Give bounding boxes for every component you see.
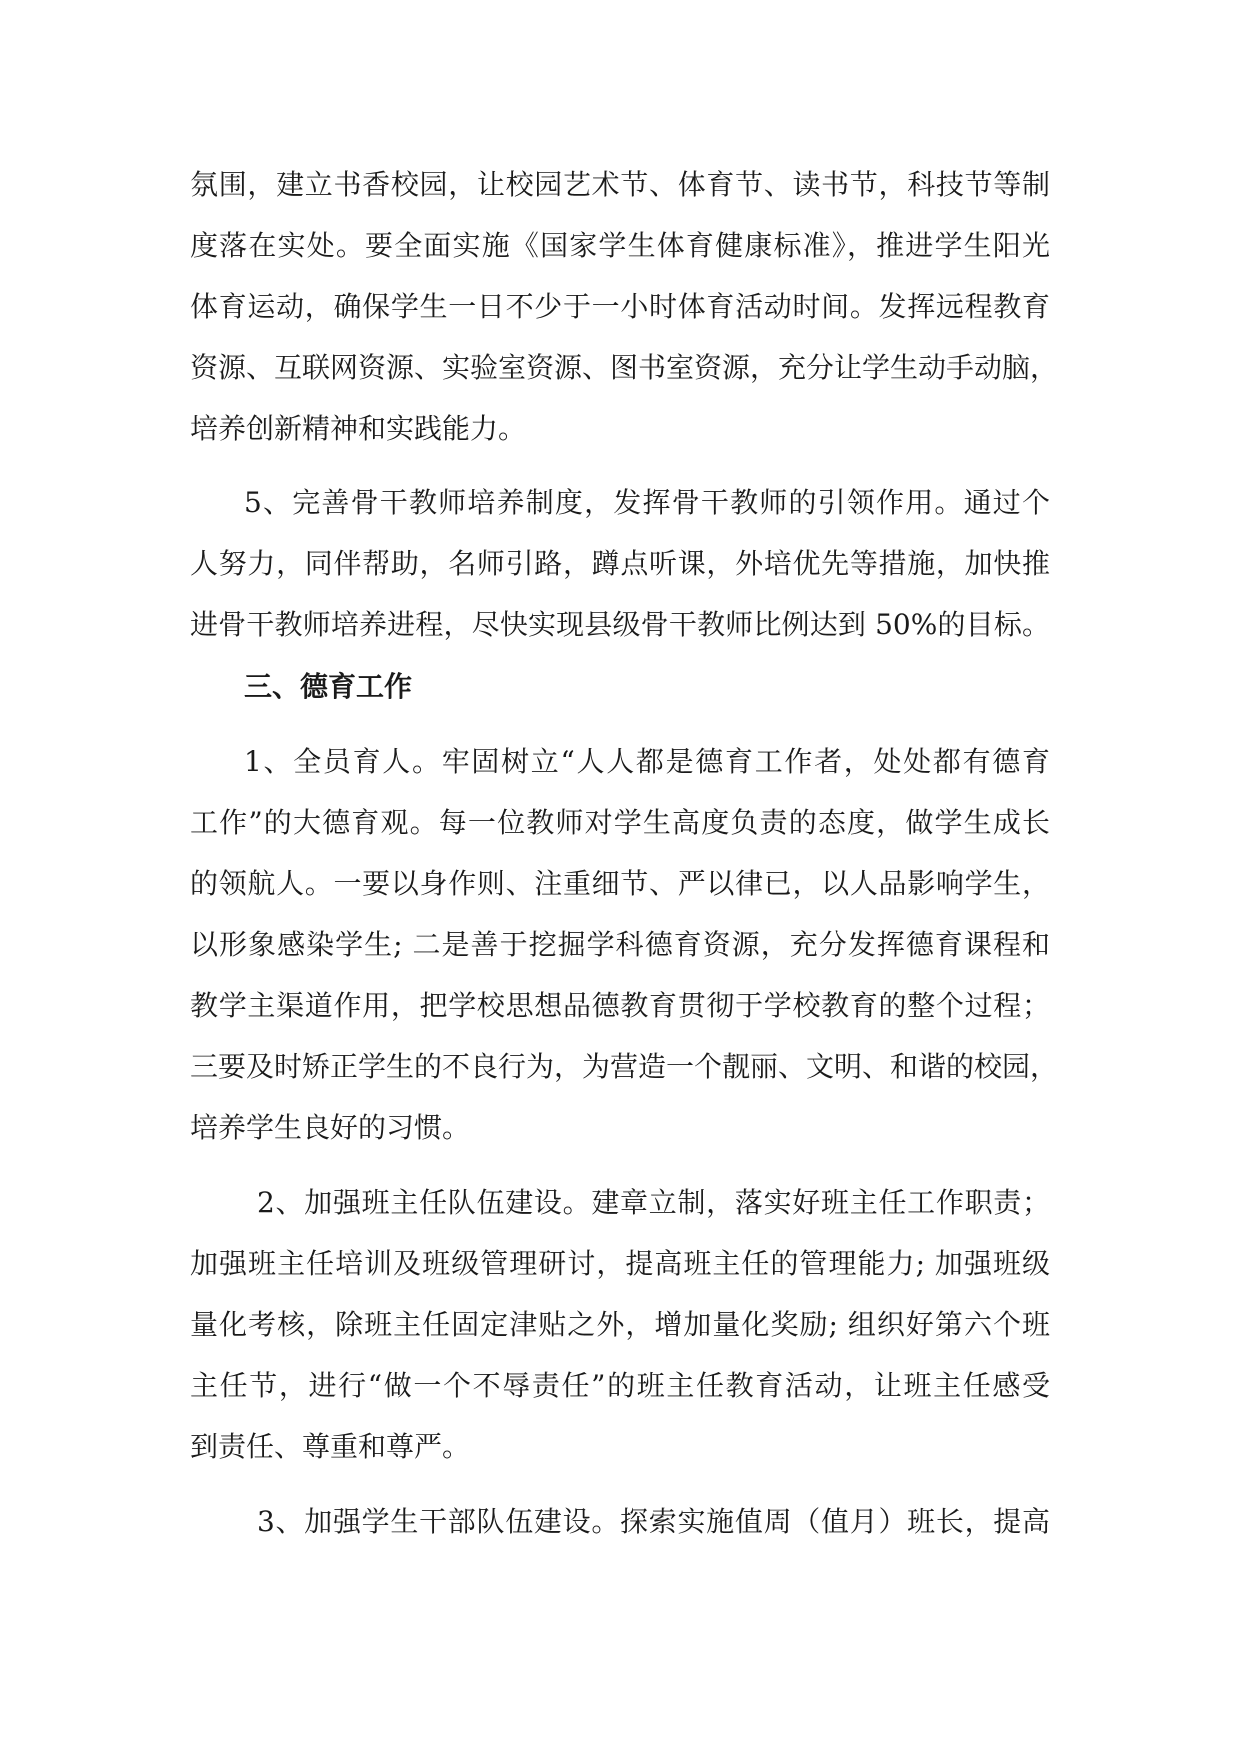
paragraph-line: 加强班主任培训及班级管理研讨，提高班主任的管理能力; 加强班级 (190, 1247, 1050, 1280)
paragraph-line: 1、全员育人。牢固树立“人人都是德育工作者，处处都有德育 (244, 745, 1050, 778)
paragraph-line: 度落在实处。要全面实施《国家学生体育健康标准》，推进学生阳光 (190, 229, 1050, 262)
paragraph-line: 2、加强班主任队伍建设。建章立制，落实好班主任工作职责； (257, 1186, 1050, 1219)
paragraph-line: 量化考核，除班主任固定津贴之外，增加量化奖励; 组织好第六个班 (190, 1308, 1050, 1341)
paragraph-line: 教学主渠道作用，把学校思想品德教育贯彻于学校教育的整个过程； (190, 989, 1050, 1022)
paragraph-line: 工作”的大德育观。每一位教师对学生高度负责的态度，做学生成长 (190, 806, 1050, 839)
paragraph-line: 三要及时矫正学生的不良行为，为营造一个靓丽、文明、和谐的校园， (190, 1050, 1059, 1083)
paragraph-line: 以形象感染学生; 二是善于挖掘学科德育资源，充分发挥德育课程和 (190, 928, 1050, 961)
paragraph-line: 人努力，同伴帮助，名师引路，蹲点听课，外培优先等措施，加快推 (190, 547, 1050, 580)
paragraph-line: 资源、互联网资源、实验室资源、图书室资源，充分让学生动手动脑， (190, 351, 1059, 384)
paragraph-line: 3、加强学生干部队伍建设。探索实施值周（值月）班长，提高 (257, 1505, 1050, 1538)
paragraph-line: 体育运动，确保学生一日不少于一小时体育活动时间。发挥远程教育 (190, 290, 1050, 323)
paragraph-line: 氛围，建立书香校园，让校园艺术节、体育节、读书节，科技节等制 (190, 168, 1050, 201)
paragraph-line: 进骨干教师培养进程，尽快实现县级骨干教师比例达到 50%的目标。 (190, 608, 1050, 641)
paragraph-line: 5、完善骨干教师培养制度，发挥骨干教师的引领作用。通过个 (244, 486, 1050, 519)
paragraph-line: 主任节，进行“做一个不辱责任”的班主任教育活动，让班主任感受 (190, 1369, 1050, 1402)
paragraph-line: 的领航人。一要以身作则、注重细节、严以律已，以人品影响学生， (190, 867, 1050, 900)
paragraph-line: 培养创新精神和实践能力。 (190, 412, 527, 445)
section-heading: 三、德育工作 (244, 670, 413, 703)
paragraph-line: 培养学生良好的习惯。 (190, 1111, 471, 1144)
paragraph-line: 到责任、尊重和尊严。 (190, 1430, 471, 1463)
